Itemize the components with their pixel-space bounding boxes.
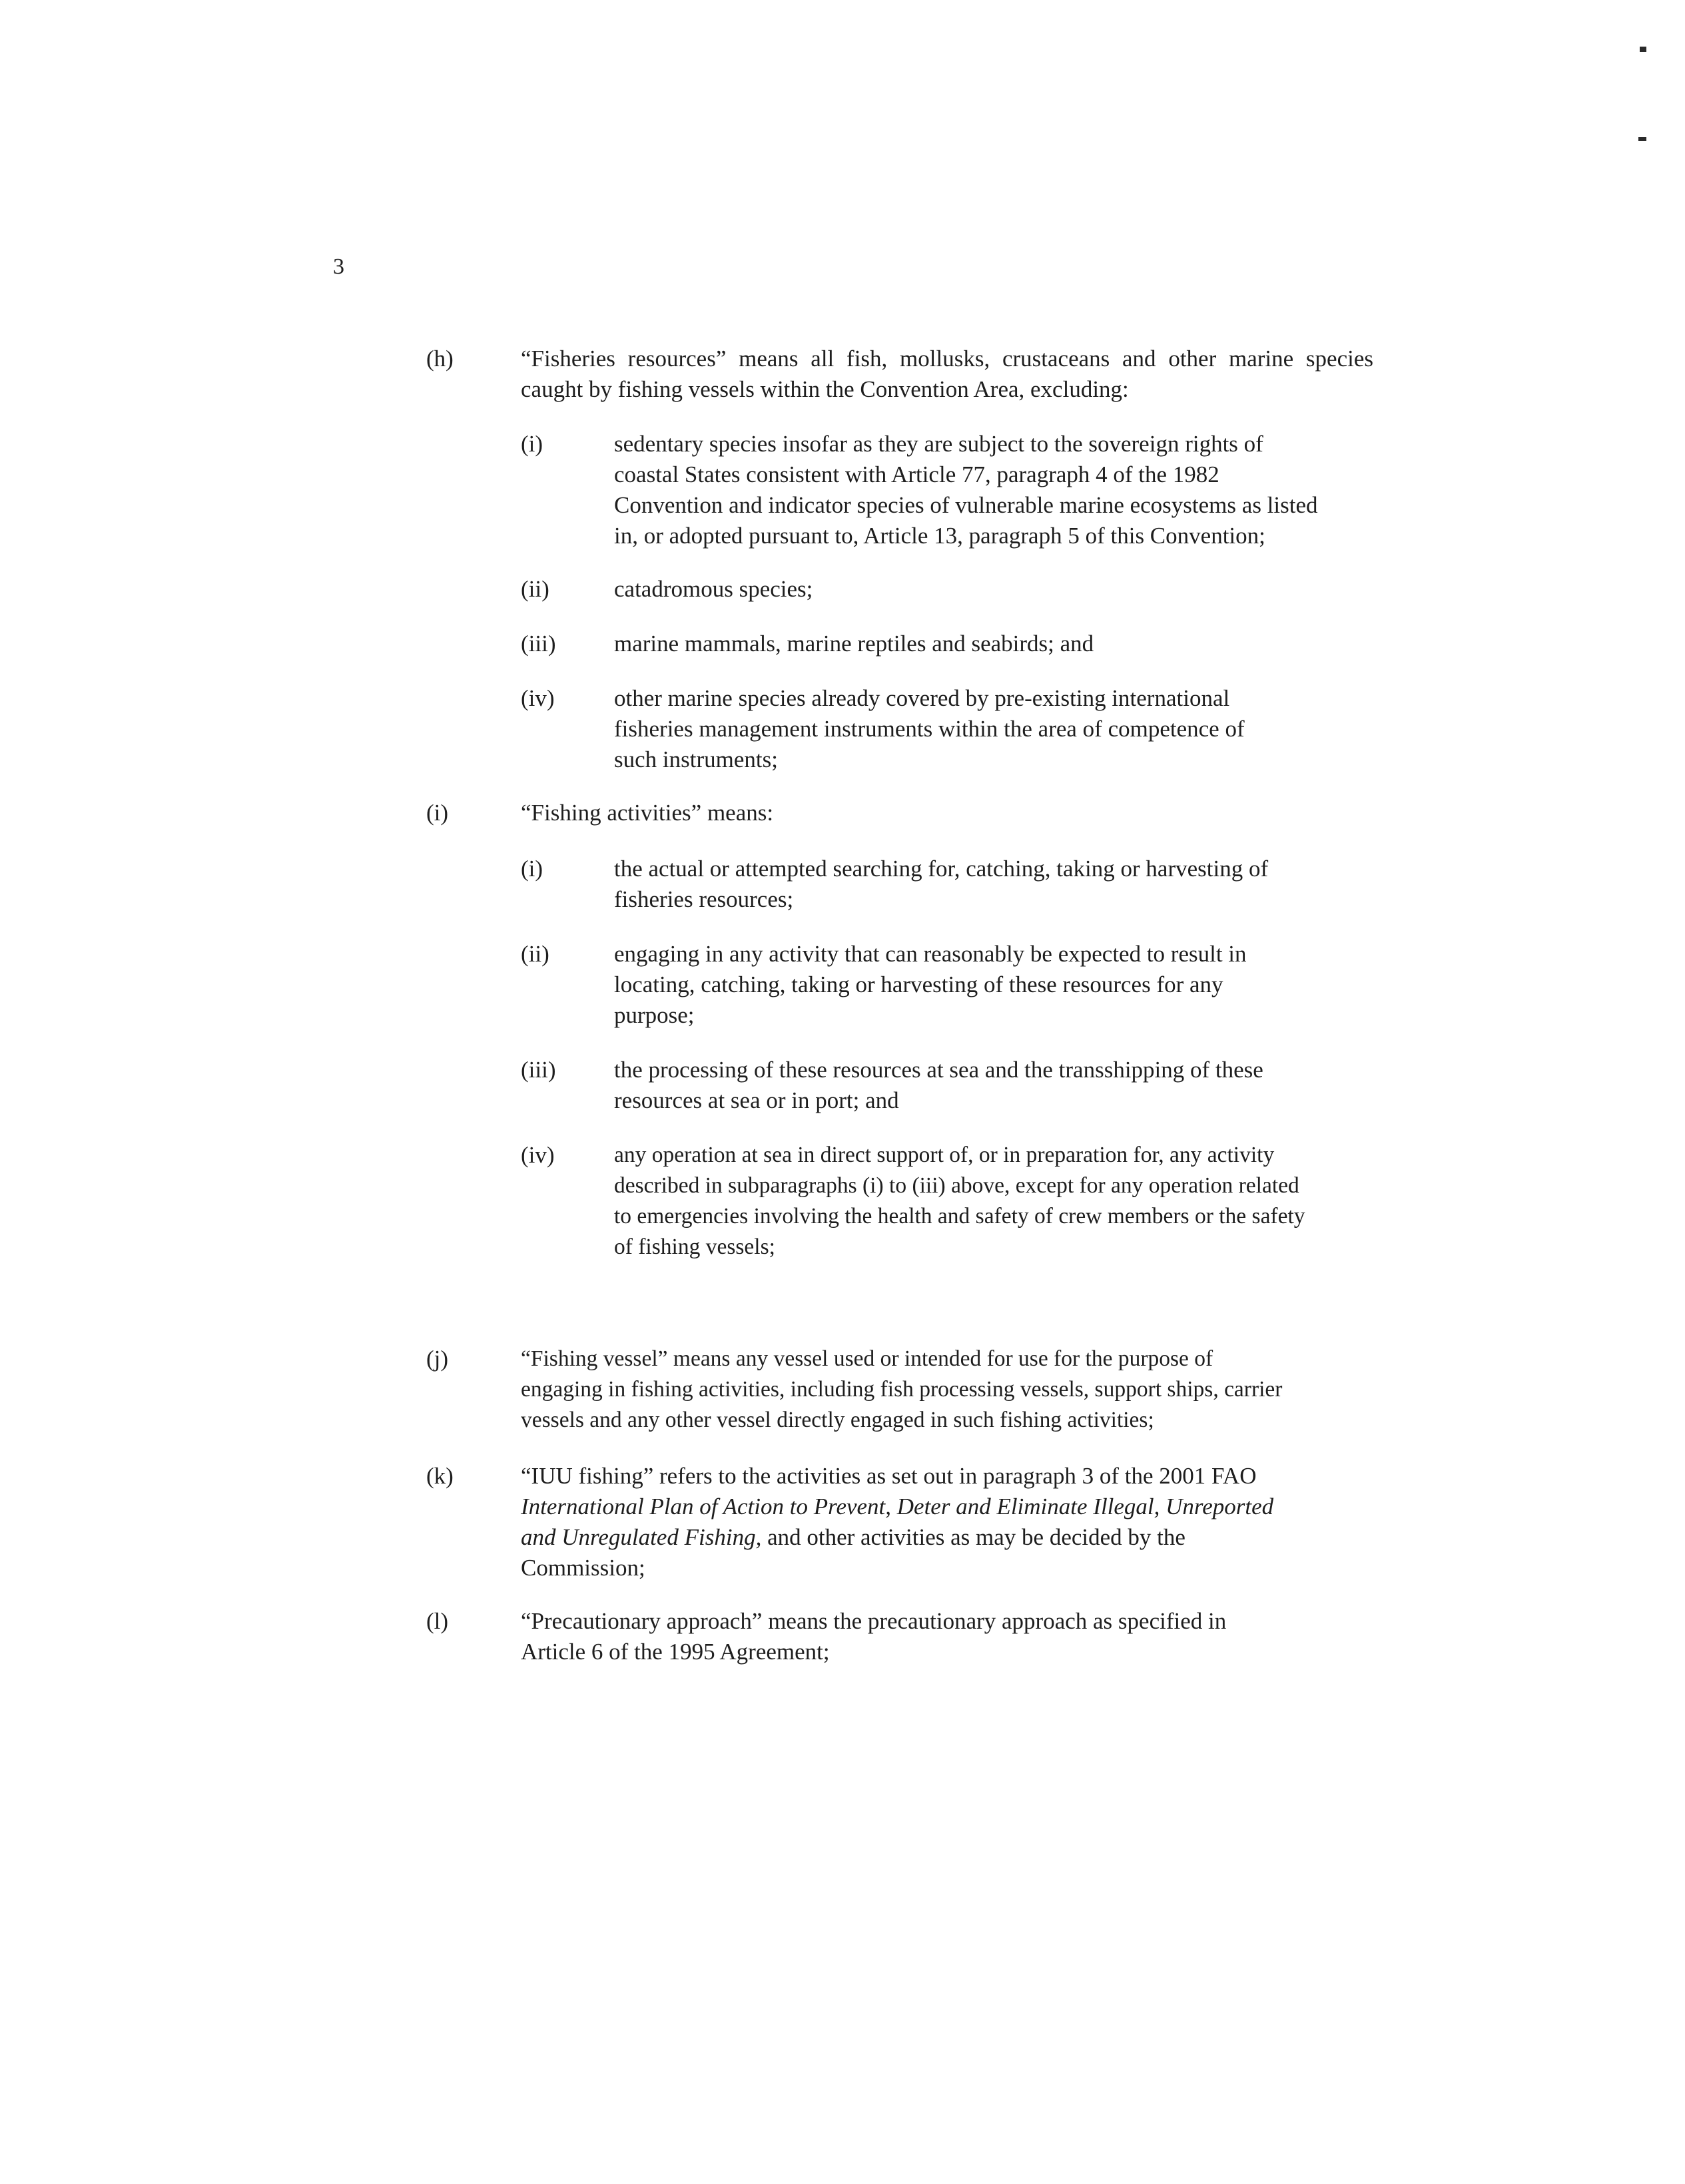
clause-text <box>521 798 1373 828</box>
text-line: marine mammals, marine reptiles and seabirds; and <box>614 631 1094 657</box>
text-line: the actual or attempted searching for, catching, taking or harvesting of <box>614 856 1269 882</box>
clause-label: (i) <box>426 800 449 826</box>
text-line: locating, catching, taking or harvesting of these resources for any <box>614 971 1223 997</box>
text-line: other marine species already covered by pre-existing international <box>614 685 1230 711</box>
text-line: of fishing vessels; <box>614 1234 775 1259</box>
text-line: in, or adopted pursuant to, Article 13, paragraph 5 of this Convention; <box>614 523 1265 549</box>
text-line: fisheries management instruments within the area of competence of <box>614 716 1245 742</box>
clause-text <box>521 1344 1373 1436</box>
text-line: such instruments; <box>614 746 778 772</box>
text-line: engaging in fishing activities, including fish processing vessels, support ships, carrier <box>521 1377 1283 1402</box>
text-line: “Fishing activities” means: <box>521 800 774 826</box>
text-line: any operation at sea in direct support of, or in preparation for, any activity <box>614 1143 1275 1167</box>
item-label: (i) <box>521 856 543 882</box>
text-line: caught by fishing vessels within the Convention Area, excluding: <box>521 376 1129 402</box>
text-line: to emergencies involving the health and safety of crew members or the safety <box>614 1204 1305 1228</box>
item-label: (ii) <box>521 941 549 967</box>
text-fragment: and other activities as may be decided by the <box>761 1524 1185 1550</box>
item-text <box>614 574 1373 605</box>
item-text <box>614 429 1357 551</box>
text-line: the processing of these resources at sea and the transshipping of these <box>614 1057 1263 1083</box>
text-line: coastal States consistent with Article 77, paragraph 4 of the 1982 <box>614 461 1219 487</box>
clause-text <box>521 1461 1373 1583</box>
text-line: catadromous species; <box>614 576 813 602</box>
text-line <box>521 1522 1373 1553</box>
text-line: resources at sea or in port; and <box>614 1087 899 1113</box>
text-line: “IUU fishing” refers to the activities as set out in paragraph 3 of the 2001 FAO <box>521 1463 1257 1489</box>
italic-title: and Unregulated Fishing, <box>521 1524 762 1550</box>
item-text <box>614 683 1373 775</box>
text-line: “Fishing vessel” means any vessel used or intended for use for the purpose of <box>521 1346 1213 1371</box>
scan-speck <box>1638 137 1646 141</box>
item-text <box>614 939 1373 1031</box>
text-line: fisheries resources; <box>614 886 794 912</box>
item-label: (ii) <box>521 576 549 602</box>
clause-text <box>521 344 1373 405</box>
item-label: (iv) <box>521 685 555 711</box>
item-text <box>614 854 1373 915</box>
clause-label: (j) <box>426 1346 449 1372</box>
item-label: (i) <box>521 431 543 457</box>
text-line: “Fisheries resources” means all fish, mollusks, crustaceans and other marine species <box>521 346 1373 372</box>
item-label: (iv) <box>521 1142 555 1168</box>
text-line: purpose; <box>614 1002 695 1028</box>
text-line: engaging in any activity that can reasonably be expected to result in <box>614 941 1247 967</box>
text-line <box>521 1492 1373 1522</box>
item-label: (iii) <box>521 1057 556 1083</box>
text-line: Article 6 of the 1995 Agreement; <box>521 1639 830 1665</box>
text-line: vessels and any other vessel directly engaged in such fishing activities; <box>521 1408 1154 1432</box>
item-text <box>614 1055 1373 1116</box>
item-text <box>614 629 1373 659</box>
clause-text <box>521 1606 1373 1667</box>
scan-speck <box>1640 47 1646 52</box>
italic-title: International Plan of Action to Prevent, Deter and Eliminate Illegal, Unreported <box>521 1494 1274 1519</box>
item-label: (iii) <box>521 631 556 657</box>
text-line: described in subparagraphs (i) to (iii) above, except for any operation related <box>614 1173 1299 1198</box>
text-line: Convention and indicator species of vulnerable marine ecosystems as listed <box>614 492 1318 518</box>
page-number: 3 <box>333 254 344 279</box>
text-line: “Precautionary approach” means the precautionary approach as specified in <box>521 1608 1227 1634</box>
text-line: Commission; <box>521 1555 645 1581</box>
item-text <box>614 1140 1373 1262</box>
clause-label: (l) <box>426 1608 449 1634</box>
clause-label: (h) <box>426 346 454 372</box>
text-line: sedentary species insofar as they are subject to the sovereign rights of <box>614 431 1263 457</box>
clause-label: (k) <box>426 1463 454 1489</box>
